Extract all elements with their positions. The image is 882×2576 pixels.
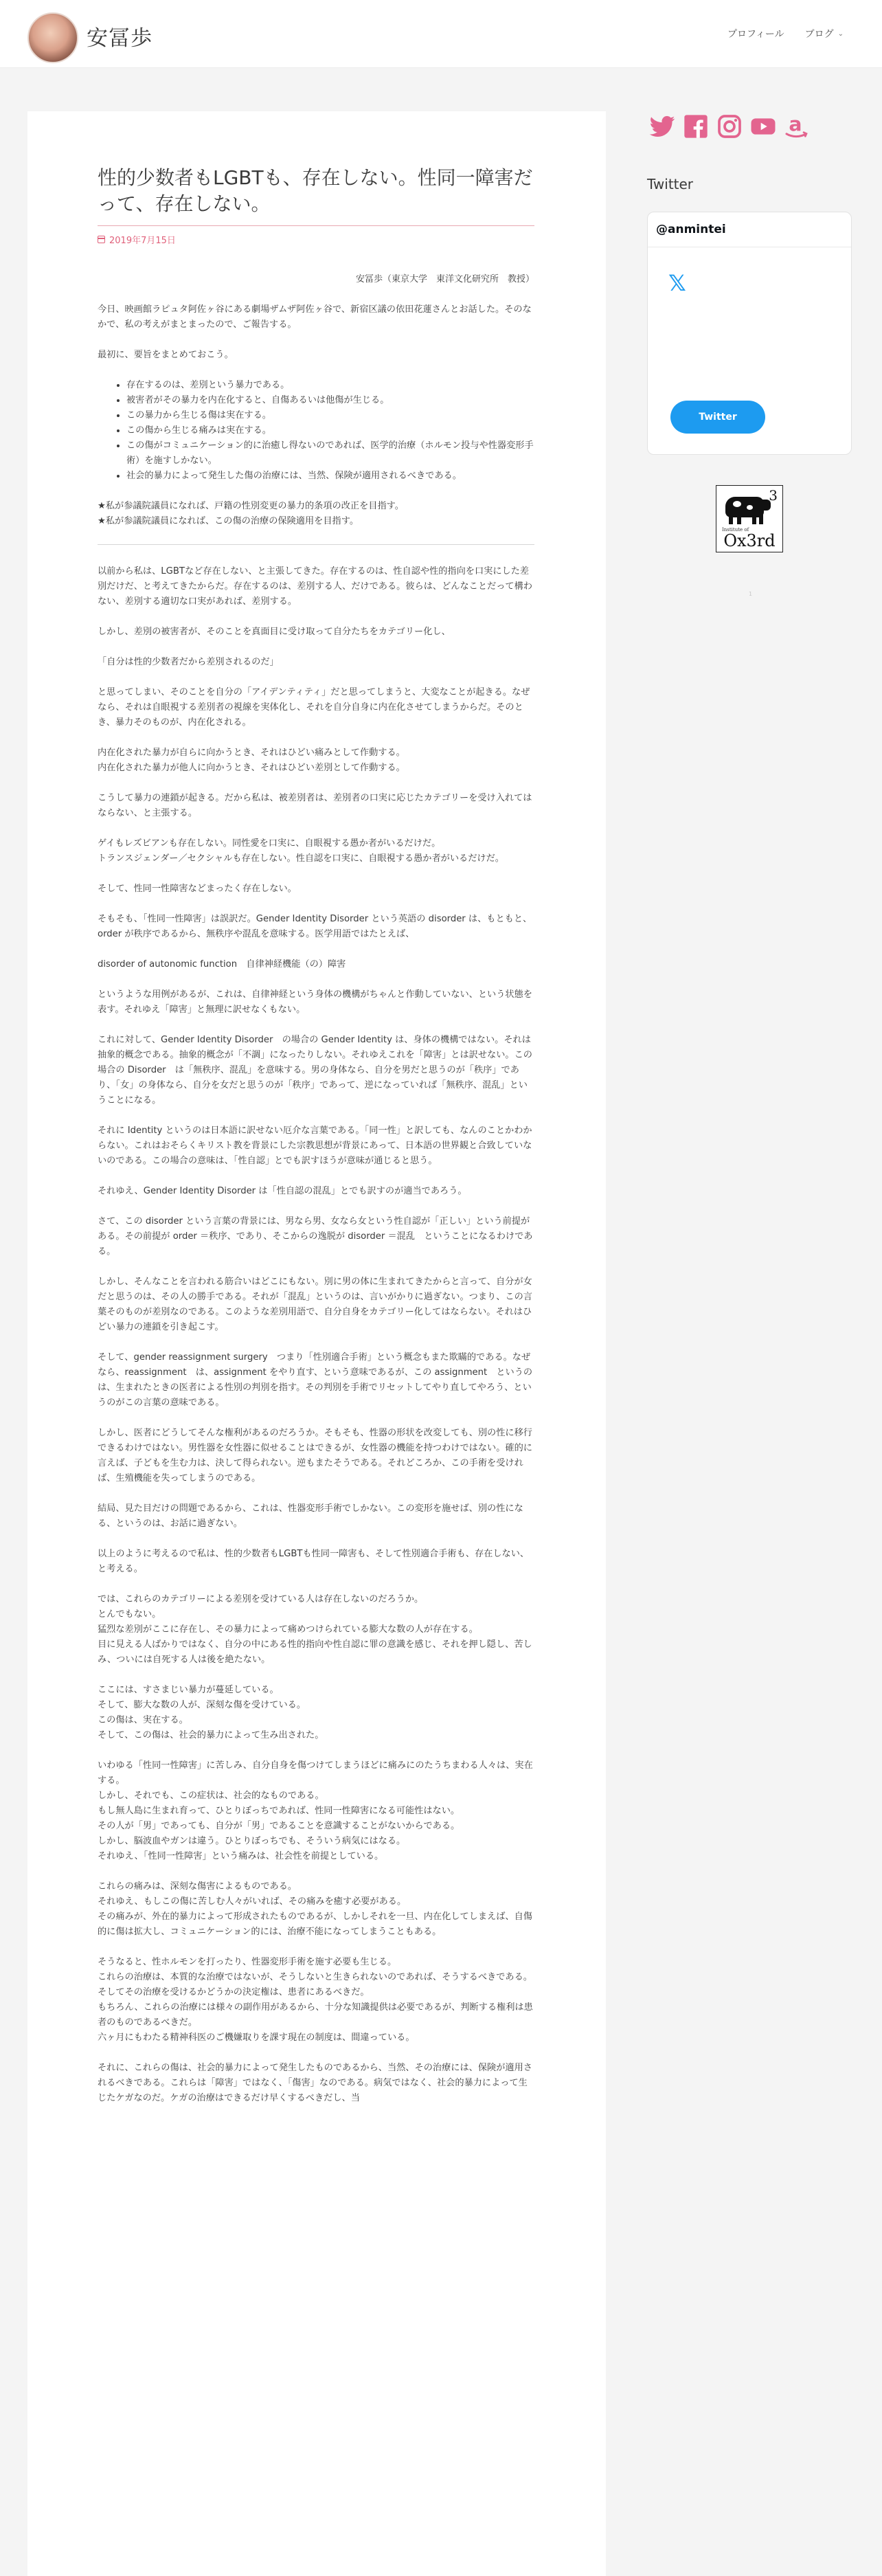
sidebar-dots: 1 (749, 591, 753, 597)
post-paragraph: 「自分は性的少数者だから差別されるのだ」 (98, 657, 279, 667)
x-logo-icon: 𝕏 (668, 270, 686, 296)
twitter-view-button[interactable]: Twitter (670, 401, 765, 434)
post-date-text: 2019年7月15日 (109, 236, 176, 246)
post-paragraph: そして、gender reassignment surgery つまり「性別適合手術」という概念もまた欺瞞的である。なぜなら、reassignment は、assignment をやり直す、という意味であるが、この assignment というのは、生まれたときの医者による性別の判別を指す。その判別を手術でリセットしてやり直してやろう、というのがこの言葉の意味である。 (98, 1352, 533, 1408)
cow-leg (759, 515, 763, 524)
post-paragraph: しかし、差別の被害者が、そのことを真面目に受け取って自分たちをカテゴリー化し、 (98, 627, 451, 637)
post-paragraph: 結局、見た目だけの問題であるから、これは、性器変形手術でしかない。この変形を施せば、別の性になる、というのは、お話に過ぎない。 (98, 1503, 523, 1529)
logo-text: Ox3rd (723, 531, 776, 550)
post-author: 安冨歩（東京大学 東洋文化研究所 教授） (355, 274, 534, 284)
cow-leg (729, 515, 733, 524)
post-intro: 今日、映画館ラピュタ阿佐ヶ谷にある劇場ザムザ阿佐ヶ谷で、新宿区議の依田花蓮さんとお話した。そのなかで、私の考えがまとまったので、ご報告する。 (98, 304, 532, 330)
title-divider (98, 225, 534, 226)
social-icons (648, 113, 811, 140)
cow-spot (733, 501, 741, 507)
list-item: • 社会的暴力によって発生した傷の治療には、当然、保険が適用されるべきである。 (126, 469, 534, 484)
post-paragraph: では、これらのカテゴリーによる差別を受けている人は存在しないのだろうか。 とんでもない。 猛烈な差別がここに存在し、その暴力によって痛めつけられている膨大な数の人が存在する。 目に見える人ばかりではなく、自分の中にある性的指向や性自認に罪の意識を感じ、それを押し隠し、苦しみ、ついには自死する人は後を絶たない。 (98, 1594, 532, 1665)
site-logo-avatar[interactable] (27, 12, 78, 63)
post-paragraph: disorder of autonomic function 自律神経機能（の）障害 (98, 959, 346, 970)
logo-small-text: Institute of (722, 527, 749, 533)
facebook-icon[interactable] (682, 113, 710, 140)
post-paragraph: しかし、医者にどうしてそんな権利があるのだろうか。そもそも、性器の形状を改変しても、別の性に移行できるわけではない。男性器を女性器に似せることはできるが、女性器の機能を持つわけではない。確的に言えば、子どもを生む力は、決して得られない。逆もまたそうである。それどころか、この手術を受ければ、生殖機能を失ってしまうのである。 (98, 1428, 532, 1483)
cow-spot (747, 505, 753, 510)
post-paragraph: これらの痛みは、深刻な傷害によるものである。 それゆえ、もしこの傷に苦しむ人々がいれば、その痛みを癒す必要がある。 その痛みが、外在的暴力によって形成されたものであるが、しかしそれを一旦、内在化してしまえば、自傷的に傷は拡大し、コミュニケーション的には、治療不能になってしまうこともある。 (98, 1881, 532, 1937)
twitter-handle[interactable]: @anmintei (648, 212, 851, 247)
main-nav (727, 27, 844, 41)
post-paragraph: いわゆる「性同一性障害」に苦しみ、自分自身を傷つけてしまうほどに痛みにのたうちまわる人々は、実在する。 しかし、それでも、この症状は、社会的なものである。 もし無人島に生まれ育って、ひとりぼっちであれば、性同一性障害になる可能性はない。 その人が「男」であっても、自分が「男」であることを意識することがないからである。 しかし、脳波血やガンは違う。ひとりぼっちでも、そういう病気にはなる。 それゆえ、「性同一性障害」という痛みは、社会性を前提としている。 (98, 1760, 533, 1861)
post-paragraph: さて、この disorder という言葉の背景には、男なら男、女なら女という性自認が「正しい」という前提がある。その前提が order ＝秩序、であり、そこからの逸脱が disorder ＝混乱 ということになるわけである。 (98, 1216, 533, 1257)
nav-item-blog[interactable] (805, 27, 844, 41)
summary-lead: 最初に、要旨をまとめておこう。 (98, 350, 234, 360)
site-header (0, 0, 882, 68)
chevron-down-icon: ⌄ (837, 30, 844, 38)
list-item: • この暴力から生じる傷は実在する。 (126, 408, 534, 423)
post-paragraph: そして、性同一性障害などまったく存在しない。 (98, 884, 297, 894)
post-paragraph: 以前から私は、LGBTなど存在しない、と主張してきた。存在するのは、性自認や性的指向を口実にした差別だけだ、と考えてきたからだ。存在するのは、差別する人、だけである。彼らは、どんなことだって構わない、差別する適切な口実があれば、差別する。 (98, 566, 532, 607)
post-paragraph: それゆえ、Gender Identity Disorder は「性自認の混乱」とでも訳すのが適当であろう。 (98, 1186, 467, 1196)
post-paragraph: と思ってしまい、そのことを自分の「アイデンティティ」だと思ってしまうと、大変なことが起きる。なぜなら、それは自眼視する差別者の視線を実体化し、それを自分自身に内在化させてしまうからだ。そのとき、暴力そのものが、内在化される。 (98, 687, 530, 728)
twitter-embed[interactable] (647, 212, 852, 455)
post-title: 性的少数者もLGBTも、存在しない。性同一障害だって、存在しない。 (98, 166, 533, 215)
svg-text:a: a (789, 113, 802, 136)
section-divider (98, 544, 534, 545)
post-paragraph: それに Identity というのは日本語に訳せない厄介な言葉である。「同一性」と訳しても、なんのことかわからない。これはおそらくキリスト教を背景にした宗教思想が背景にあって、日本語の世界観と合致していないのである。この場合の意味は、「性自認」とでも訳すほうが意味が通じると思う。 (98, 1125, 532, 1166)
article-card (27, 111, 606, 2576)
list-item: • この傷から生じる痛みは実在する。 (126, 423, 534, 438)
nav-item-label: ブログ (804, 29, 834, 40)
list-item: • 存在するのは、差別という暴力である。 (126, 378, 534, 393)
post-paragraph: これに対して、Gender Identity Disorder の場合の Gender Identity は、身体の機構ではない。それは抽象的概念である。抽象的概念が「不調」になったりしない。それゆえこれを「障害」とは訳せない。この場合の Disorder は「無秩序、混乱」を意味する。男の身体なら、自分を男だと思うのが「秩序」であり、「女」の身体なら、自分を女だと思うのが「秩序」であって、逆になっていれば「無秩序、混乱」ということになる。 (98, 1035, 532, 1106)
pledges: ★私が参議院議員になれば、戸籍の性別変更の暴力的条項の改正を目指す。 ★私が参議院議員になれば、この傷の治療の保険適用を目指す。 (98, 501, 404, 526)
post-paragraph: こうして暴力の連鎖が起きる。だから私は、被差別者は、差別者の口実に応じたカテゴリーを受け入れてはならない、と主張する。 (98, 793, 532, 818)
site-title[interactable]: 安冨歩 (87, 26, 152, 51)
post-paragraph: 内在化された暴力が自らに向かうとき、それはひどい痛みとして作動する。 内在化された暴力が他人に向かうとき、それはひどい差別として作動する。 (98, 748, 405, 773)
nav-item-label: プロフィール (727, 29, 784, 40)
post-paragraph: しかし、そんなことを言われる筋合いはどこにもない。別に男の体に生まれてきたからと言って、自分が女だと思うのは、その人の勝手である。それが「混乱」というのは、言いがかりに過ぎない。つまり、この言葉そのものが差別なのである。このような差別用語で、自分自身をカテゴリー化してはならない。それはひどい暴力の連鎖を引き起こす。 (98, 1277, 532, 1332)
post-date[interactable] (98, 233, 534, 246)
post-body (98, 302, 534, 2106)
youtube-icon[interactable] (749, 113, 777, 140)
list-item: • この傷がコミュニケーション的に治癒し得ないのであれば、医学的治療（ホルモン投与や性器変形手術）を施すしかない。 (126, 438, 534, 469)
list-item: • 被害者がその暴力を内在化すると、自傷あるいは他傷が生じる。 (126, 393, 534, 408)
post-paragraph: それに、これらの傷は、社会的暴力によって発生したものであるから、当然、その治療には、保険が適用されるべきである。これらは「障害」ではなく、「傷害」なのである。病気ではなく、社会的暴力によって生じたケガなのだ。ケガの治療はできるだけ早くするべきだし、当 (98, 2063, 532, 2103)
post-paragraph: というような用例があるが、これは、自律神経という身体の機構がちゃんと作動していない、という状態を表す。それゆえ「障害」と無理に訳せなくもない。 (98, 989, 532, 1015)
post-paragraph: 以上のように考えるので私は、性的少数者もLGBTも性同一障害も、そして性別適合手術も、存在しない、と考える。 (98, 1549, 530, 1574)
ox3rd-logo[interactable] (716, 485, 783, 552)
article-content (98, 165, 534, 2121)
instagram-icon[interactable] (716, 113, 743, 140)
summary-list (98, 378, 534, 484)
twitter-widget-heading: Twitter (647, 176, 694, 192)
nav-item-profile[interactable] (727, 27, 784, 41)
post-paragraph: そうなると、性ホルモンを打ったり、性器変形手術を施す必要も生じる。 これらの治療は、本質的な治療ではないが、そうしないと生きられないのであれば、そうするべきである。 そしてその治療を受けるかどうかの決定権は、患者にあるべきだ。 もちろん、これらの治療には様々の副作用があるから、十分な知識提供は必要であるが、判断する権利は患者のものであるべきだ。 六ヶ月にもわたる精神科医のご機嫌取りを課す現在の制度は、間違っている。 (98, 1957, 533, 2043)
cow-leg (737, 515, 741, 524)
logo-superscript: 3 (769, 487, 778, 504)
post-paragraph: そもそも、「性同一性障害」は誤訳だ。Gender Identity Disorder という英語の disorder は、もともと、order が秩序であるから、無秩序や混乱を意味する。医学用語ではたとえば、 (98, 914, 532, 939)
calendar-icon (98, 236, 105, 243)
amazon-icon[interactable] (783, 113, 811, 140)
post-paragraph: ゲイもレズビアンも存在しない。同性愛を口実に、自眼視する愚か者がいるだけだ。 トランスジェンダー／セクシャルも存在しない。性自認を口実に、自眼視する愚か者がいるだけだ。 (98, 838, 504, 864)
cow-leg (752, 515, 756, 524)
twitter-icon[interactable] (648, 113, 676, 140)
post-paragraphs (98, 564, 534, 2106)
post-paragraph: ここには、すさまじい暴力が蔓延している。 そして、膨大な数の人が、深刻な傷を受けている。 この傷は、実在する。 そして、この傷は、社会的暴力によって生み出された。 (98, 1685, 324, 1740)
